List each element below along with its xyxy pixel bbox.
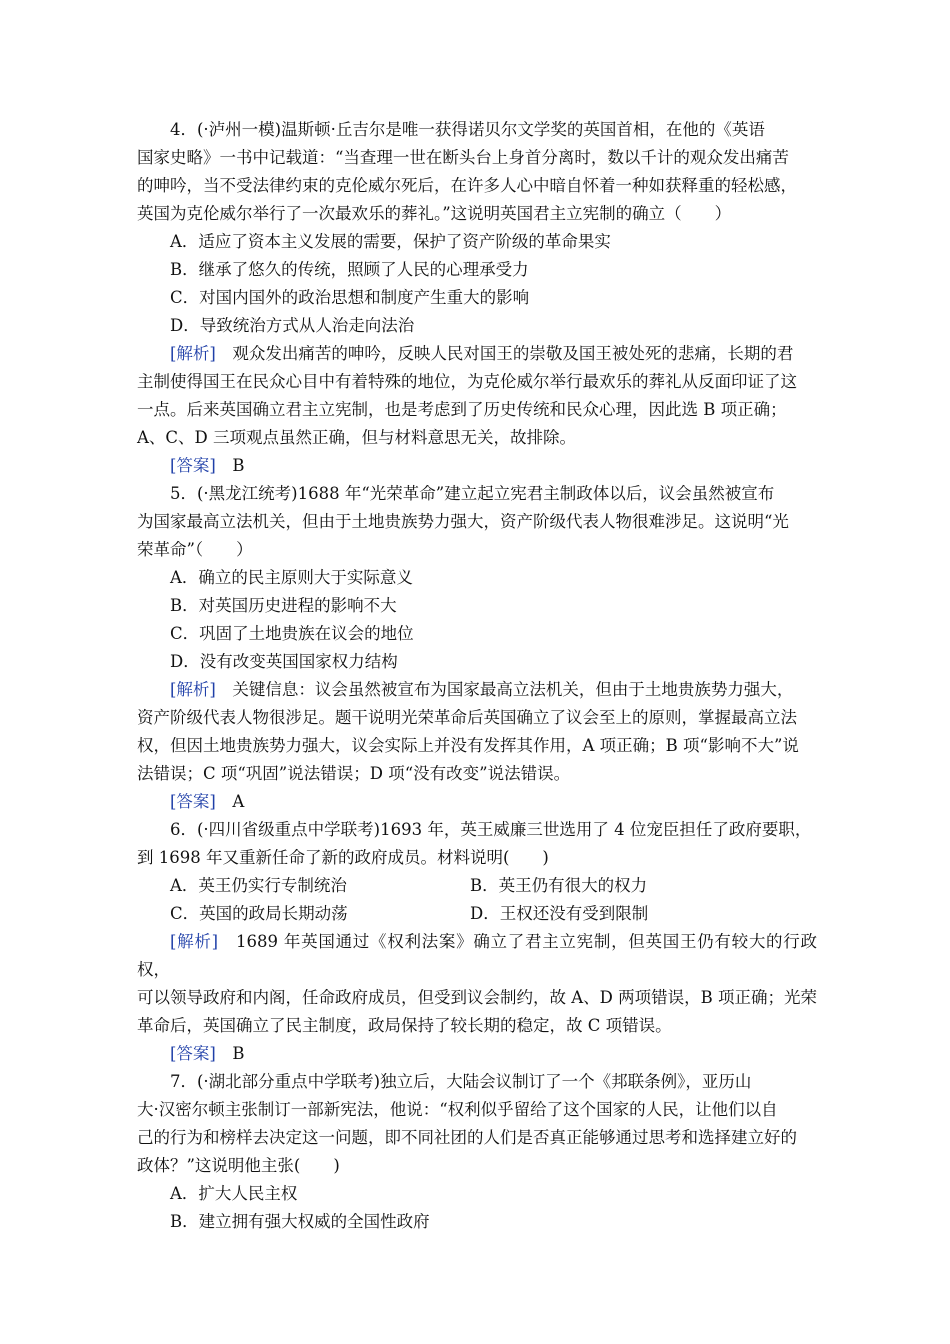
answer-value: B <box>215 456 245 475</box>
question-5 <box>137 480 817 816</box>
question-stem-line: 荣革命”（ ） <box>137 540 253 559</box>
option-a: A．确立的民主原则大于实际意义 <box>170 568 413 587</box>
answer-value: B <box>215 1044 245 1063</box>
explanation-line: 革命后，英国确立了民主制度，政局保持了较长期的稳定，故 C 项错误。 <box>137 1016 672 1035</box>
answer-value: A <box>215 792 245 811</box>
option-d: D．王权还没有受到限制 <box>470 904 649 923</box>
question-7 <box>137 1068 817 1236</box>
explanation-tag: [解析] <box>170 344 216 363</box>
question-stem-line: 5．(·黑龙江统考)1688 年“光荣革命”建立起立宪君主制政体以后，议会虽然被宣布 <box>170 484 775 503</box>
option-c: C．英国的政局长期动荡 <box>170 904 348 923</box>
option-c: C．巩固了土地贵族在议会的地位 <box>170 624 414 643</box>
explanation-tag: [解析] <box>170 932 219 951</box>
option-b: B．继承了悠久的传统，照顾了人民的心理承受力 <box>170 260 529 279</box>
explanation-line: 可以领导政府和内阁，任命政府成员，但受到议会制约，故 A、D 两项错误，B 项正确；光荣 <box>137 988 818 1007</box>
question-stem-line: 英国为克伦威尔举行了一次最欢乐的葬礼。”这说明英国君主立宪制的确立（ ） <box>137 204 732 223</box>
option-b: B．建立拥有强大权威的全国性政府 <box>170 1212 430 1231</box>
option-row <box>137 900 817 928</box>
option-a: A．英王仍实行专制统治 <box>170 876 347 895</box>
question-stem-line: 大·汉密尔顿主张制订一部新宪法，他说：“权利似乎留给了这个国家的人民，让他们以自 <box>137 1100 778 1119</box>
option-a: A．适应了资本主义发展的需要，保护了资产阶级的革命果实 <box>170 232 611 251</box>
option-b: B．英王仍有很大的权力 <box>470 876 648 895</box>
question-stem-line: 己的行为和榜样去决定这一问题，即不同社团的人们是否真正能够通过思考和选择建立好的 <box>137 1128 797 1147</box>
answer-tag: [答案] <box>170 456 216 475</box>
document-content <box>137 116 817 1236</box>
question-6 <box>137 816 817 1068</box>
option-c: C．对国内国外的政治思想和制度产生重大的影响 <box>170 288 530 307</box>
answer-line <box>137 1040 817 1068</box>
explanation-line: 主制使得国王在民众心目中有着特殊的地位，为克伦威尔举行最欢乐的葬礼从反面印证了这 <box>137 372 797 391</box>
explanation-line: 权，但因土地贵族势力强大，议会实际上并没有发挥其作用，A 项正确；B 项“影响不大”说 <box>137 736 799 755</box>
option-d: D．导致统治方式从人治走向法治 <box>170 316 415 335</box>
explanation-tag: [解析] <box>170 680 216 699</box>
explanation-line: 资产阶级代表人物很涉足。题干说明光荣革命后英国确立了议会至上的原则，掌握最高立法 <box>137 708 797 727</box>
option-b: B．对英国历史进程的影响不大 <box>170 596 397 615</box>
answer-tag: [答案] <box>170 792 216 811</box>
question-4 <box>137 116 817 480</box>
question-stem-line: 政体？”这说明他主张( ) <box>137 1156 340 1175</box>
question-stem-line: 国家史略》一书中记载道：“当查理一世在断头台上身首分离时，数以千计的观众发出痛苦 <box>137 148 789 167</box>
explanation-line: [解析] 关键信息：议会虽然被宣布为国家最高立法机关，但由于土地贵族势力强大， <box>170 680 794 699</box>
question-stem-line: 到 1698 年又重新任命了新的政府成员。材料说明( ) <box>137 848 549 867</box>
explanation-line: 法错误；C 项“巩固”说法错误；D 项“没有改变”说法错误。 <box>137 764 571 783</box>
explanation-line: [解析] 观众发出痛苦的呻吟，反映人民对国王的崇敬及国王被处死的悲痛，长期的君 <box>170 344 794 363</box>
question-stem-line: 4．(·泸州一模)温斯顿·丘吉尔是唯一获得诺贝尔文学奖的英国首相，在他的《英语 <box>170 120 765 139</box>
question-stem-line: 的呻吟，当不受法律约束的克伦威尔死后，在许多人心中暗自怀着一种如获释重的轻松感， <box>137 176 797 195</box>
question-stem-line: 6．(·四川省级重点中学联考)1693 年，英王威廉三世选用了 4 位宠臣担任了政府要职， <box>170 820 812 839</box>
answer-tag: [答案] <box>170 1044 216 1063</box>
explanation-line: 一点。后来英国确立君主立宪制，也是考虑到了历史传统和民众心理，因此选 B 项正确； <box>137 400 787 419</box>
question-stem-line: 为国家最高立法机关，但由于土地贵族势力强大，资产阶级代表人物很难涉足。这说明“光 <box>137 512 789 531</box>
question-stem-line: 7．(·湖北部分重点中学联考)独立后，大陆会议制订了一个《邦联条例》，亚历山 <box>170 1072 752 1091</box>
answer-line <box>137 452 817 480</box>
option-d: D．没有改变英国国家权力结构 <box>170 652 398 671</box>
explanation-line: [解析] 1689 年英国通过《权利法案》确立了君主立宪制，但英国王仍有较大的行政权， <box>137 932 817 979</box>
option-row <box>137 872 817 900</box>
option-a: A．扩大人民主权 <box>170 1184 298 1203</box>
answer-line <box>137 788 817 816</box>
explanation-line: A、C、D 三项观点虽然正确，但与材料意思无关，故排除。 <box>137 428 577 447</box>
